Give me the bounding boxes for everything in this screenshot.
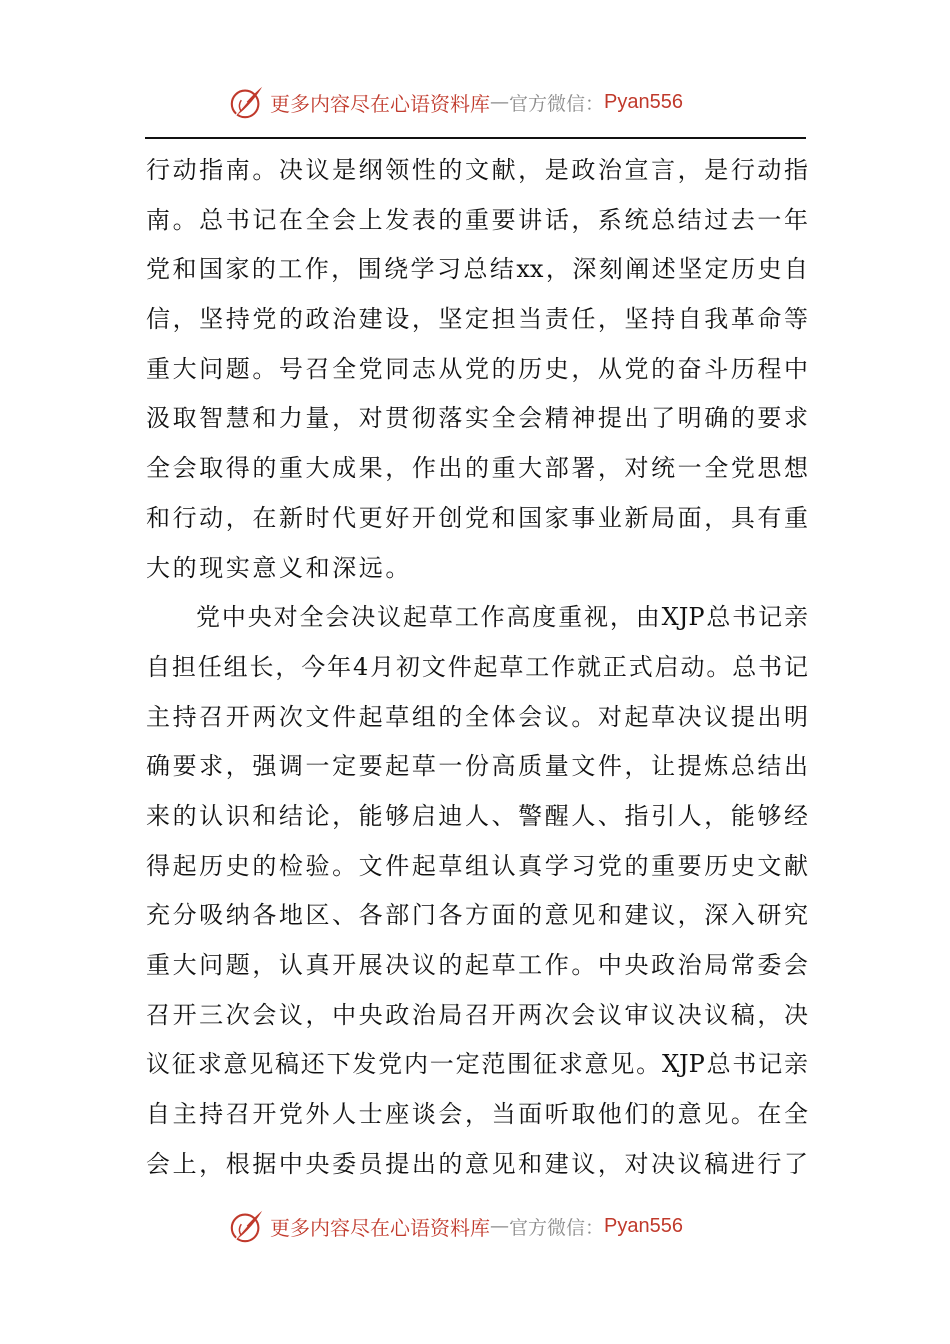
text-line: 来的认识和结论，能够启迪人、警醒人、指引人，能够经 [146,801,808,830]
text-line: 全会取得的重大成果，作出的重大部署，对统一全党思想 [146,454,808,483]
text-line: 信，坚持党的政治建设，坚定担当责任，坚持自我革命等 [146,305,808,334]
text-line: 会上，根据中央委员提出的意见和建议，对决议稿进行了 [146,1149,808,1178]
banner-dash: — [490,91,509,113]
text-line: 和行动，在新时代更好开创党和国家事业新局面，具有重 [146,503,808,532]
text-line: 议征求意见稿还下发党内一定范围征求意见。XJP总书记亲 [146,1050,808,1079]
document-body [146,146,808,1189]
text-line: 自担任组长，今年4月初文件起草工作就正式启动。总书记 [146,652,808,681]
banner-official-label: 官方微信： [509,1216,605,1239]
text-line: 党和国家的工作，围绕学习总结xx，深刻阐述坚定历史自 [146,255,808,284]
text-line: 行动指南。决议是纲领性的文献，是政治宣言，是行动指 [146,156,808,184]
text-line: 确要求，强调一定要起草一份高质量文件，让提炼总结出 [146,752,808,781]
text-line: 重大问题。号召全党同志从党的历史，从党的奋斗历程中 [146,354,808,383]
text-line: 召开三次会议，中央政治局召开两次会议审议决议稿，决 [146,1000,808,1029]
text-line: 南。总书记在全会上发表的重要讲话，系统总结过去一年 [146,205,808,234]
header-divider [145,137,806,139]
text-line: 重大问题，认真开展决议的起草工作。中央政治局常委会 [146,951,808,979]
page-header-banner [228,82,683,122]
banner-wechat-id: Pyan556 [604,1214,683,1237]
text-line: 汲取智慧和力量，对贯彻落实全会精神提出了明确的要求 [146,404,808,433]
banner-brand-text: 更多内容尽在心语资料库 [270,1215,490,1240]
banner-wechat-id: Pyan556 [604,90,683,113]
text-line: 充分吸纳各地区、各部门各方面的意见和建议，深入研究 [146,901,808,930]
paragraph-start-line: 党中央对全会决议起草工作高度重视，由XJP总书记亲 [196,603,808,632]
banner-official-label: 官方微信： [509,92,605,115]
quill-logo-icon [228,83,266,121]
text-line: 得起历史的检验。文件起草组认真学习党的重要历史文献 [146,851,808,880]
text-line: 主持召开两次文件起草组的全体会议。对起草决议提出明 [146,702,808,731]
text-line: 自主持召开党外人士座谈会，当面听取他们的意见。在全 [146,1100,808,1129]
banner-dash: — [490,1215,509,1237]
banner-brand-text: 更多内容尽在心语资料库 [270,91,490,116]
quill-logo-icon [228,1207,266,1245]
text-line: 大的现实意义和深远。 [146,553,412,582]
page-footer-banner [228,1206,683,1246]
